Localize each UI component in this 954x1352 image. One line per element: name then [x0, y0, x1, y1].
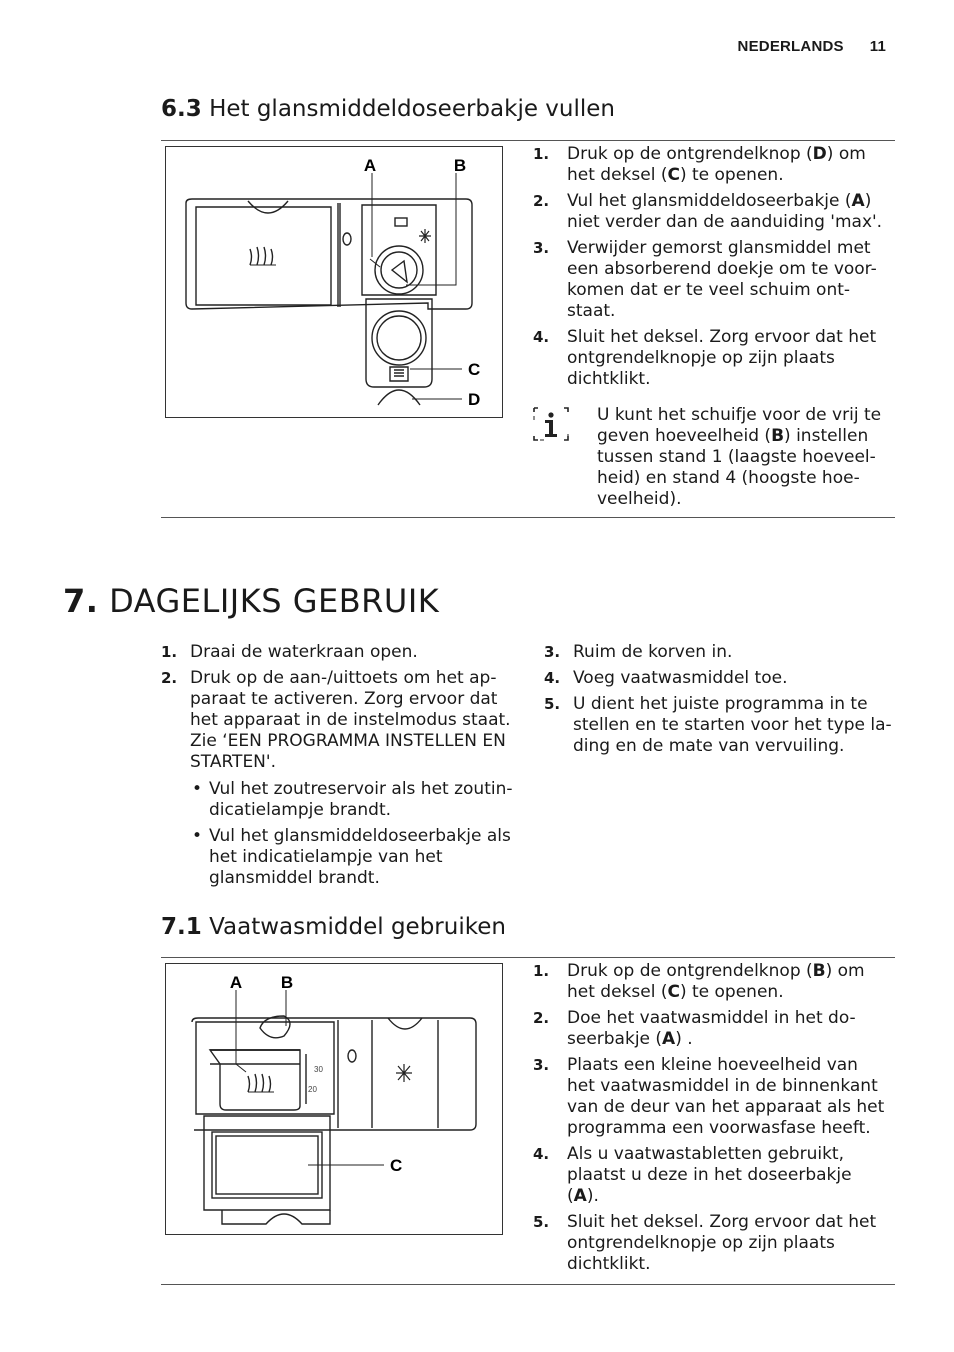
step-number: 3.: [544, 643, 561, 661]
step-text: ) .: [675, 1029, 693, 1049]
step-number: 5.: [544, 695, 561, 713]
section-title: Het glansmiddeldoseerbakje vullen: [209, 96, 615, 122]
step-ref: B: [812, 961, 826, 981]
step-ref: C: [667, 982, 680, 1002]
step-text: Als u vaatwastabletten gebruikt, plaatst u deze in het doseerbakje (: [567, 1144, 852, 1206]
step-text: Druk op de ontgrendelknop (: [567, 144, 813, 164]
list-item: [544, 642, 892, 663]
list-item: [533, 327, 888, 390]
section-7-1-heading: [161, 914, 506, 940]
list-item: [161, 642, 513, 663]
detergent-dispenser-drawing: [166, 964, 502, 1234]
chapter-7-steps-left: [161, 642, 513, 894]
step-text: Plaats een kleine hoeveelheid van het vaatwasmiddel in de binnenkant van de deur van het apparaat als het programma een voorwasfase heeft.: [567, 1055, 885, 1138]
rinse-aid-dispenser-drawing: [166, 147, 502, 417]
step-number: 4.: [533, 1145, 550, 1163]
page-header: [738, 38, 886, 55]
step-ref: C: [667, 165, 680, 185]
section-number: 6.3: [161, 96, 202, 122]
list-item: [533, 961, 888, 1003]
scale-30: 30: [314, 1065, 323, 1074]
bullet-list: [190, 779, 513, 889]
step-number: 2.: [161, 669, 178, 687]
section-6-3-steps: [533, 144, 888, 395]
list-item: [544, 694, 892, 757]
step-number: 4.: [544, 669, 561, 687]
step-text: Draai de waterkraan open.: [190, 642, 418, 662]
list-item: [533, 1144, 888, 1207]
bullet-item: • Vul het zoutreservoir als het zoutin-dicatielampje brandt.: [190, 779, 513, 821]
step-text: ) niet verder dan de aanduiding 'max'.: [567, 191, 883, 232]
step-number: 1.: [161, 643, 178, 661]
step-number: 2.: [533, 192, 550, 210]
step-number: 1.: [533, 962, 550, 980]
step-text: ) om het deksel (: [567, 961, 865, 1002]
step-number: 5.: [533, 1213, 550, 1231]
section-title: Vaatwasmiddel gebruiken: [209, 914, 506, 940]
note-text: ) instellen tussen stand 1 (laagste hoeveel-heid) en stand 4 (hoogste hoe-veelheid).: [597, 426, 876, 509]
list-item: [544, 668, 892, 689]
rinse-aid-dispenser-figure: [165, 146, 503, 418]
info-note: [597, 405, 889, 510]
step-text: Sluit het deksel. Zorg ervoor dat het ontgrendelknopje op zijn plaats dichtklikt.: [567, 1212, 877, 1274]
step-number: 4.: [533, 328, 550, 346]
header-language: NEDERLANDS: [737, 38, 844, 55]
note-ref: B: [771, 426, 785, 446]
label-a: A: [229, 973, 243, 992]
section-bottom-rule: [161, 1284, 895, 1285]
step-text: Vul het glansmiddeldoseerbakje (: [567, 191, 852, 211]
step-number: 1.: [533, 145, 550, 163]
list-item: [533, 1212, 888, 1275]
section-number: 7.1: [161, 914, 202, 940]
label-b: B: [280, 973, 294, 992]
label-a: A: [363, 156, 377, 175]
step-ref: A: [851, 191, 865, 211]
step-text: ) om het deksel (: [567, 144, 866, 185]
page-number: 11: [869, 38, 886, 55]
list-item: [533, 238, 888, 322]
list-item: [533, 191, 888, 233]
step-ref: A: [662, 1029, 676, 1049]
chapter-7-steps-right: [544, 642, 892, 762]
chapter-title: DAGELIJKS GEBRUIK: [109, 582, 440, 620]
step-text: Druk op de aan-/uittoets om het ap-paraat te activeren. Zorg ervoor dat het apparaat in de instelmodus staat. Zie ‘EEN PROGRAMMA INSTELLEN EN STARTEN'.: [190, 668, 511, 772]
chapter-7-heading: [63, 582, 439, 620]
label-b: B: [453, 156, 467, 175]
label-c: C: [468, 360, 481, 379]
label-d: D: [468, 390, 481, 409]
step-text: ) te openen.: [679, 165, 784, 185]
section-6-3-heading: [161, 96, 615, 122]
step-number: 2.: [533, 1009, 550, 1027]
step-text: ).: [586, 1186, 599, 1206]
info-icon: [532, 406, 570, 442]
step-text: Voeg vaatwasmiddel toe.: [573, 668, 788, 688]
note-text: U kunt het schuifje voor de vrij te geven hoeveelheid (: [597, 405, 882, 446]
scale-20: 20: [308, 1085, 317, 1094]
step-number: 3.: [533, 1056, 550, 1074]
step-text: Doe het vaatwasmiddel in het do-seerbakje (: [567, 1008, 856, 1049]
section-top-rule: [161, 140, 895, 141]
step-ref: A: [573, 1186, 587, 1206]
list-item: [533, 1008, 888, 1050]
list-item: [533, 1055, 888, 1139]
step-number: 3.: [533, 239, 550, 257]
bullet-item: • Vul het glansmiddeldoseerbakje als het indicatielampje van het glansmiddel brandt.: [190, 826, 513, 889]
chapter-number: 7.: [63, 582, 99, 620]
step-text: Ruim de korven in.: [573, 642, 733, 662]
step-text: Druk op de ontgrendelknop (: [567, 961, 813, 981]
section-7-1-steps: [533, 961, 888, 1280]
step-text: Sluit het deksel. Zorg ervoor dat het ontgrendelknopje op zijn plaats dichtklikt.: [567, 327, 877, 389]
step-text: ) te openen.: [679, 982, 784, 1002]
step-ref: D: [812, 144, 827, 164]
list-item: [533, 144, 888, 186]
section-top-rule: [161, 957, 895, 958]
step-text: Verwijder gemorst glansmiddel met een absorberend doekje om te voor-komen dat er te veel schuim ont-staat.: [567, 238, 877, 321]
section-bottom-rule: [161, 517, 895, 518]
list-item: [161, 668, 513, 889]
step-text: U dient het juiste programma in te stellen en te starten voor het type la-ding en de mate van vervuiling.: [573, 694, 892, 756]
detergent-dispenser-figure: [165, 963, 503, 1235]
label-c: C: [390, 1156, 403, 1175]
